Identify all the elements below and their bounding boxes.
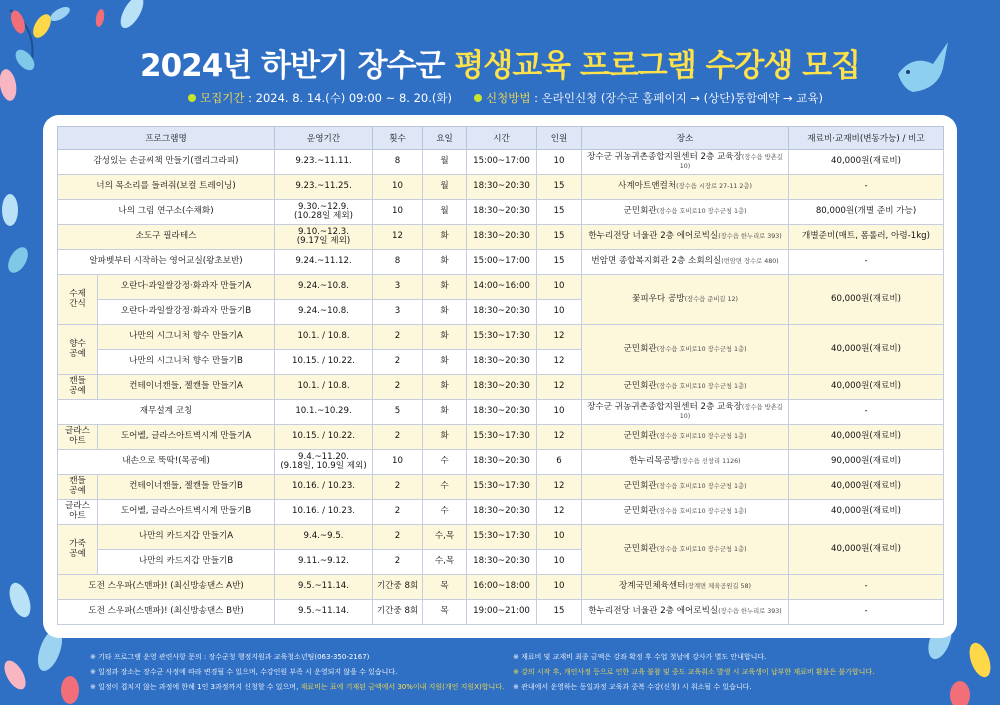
- time-cell: 15:00~17:00: [467, 250, 537, 275]
- people-cell: 12: [537, 325, 582, 350]
- fee-cell: 80,000원(개별 준비 가능): [789, 200, 944, 225]
- people-cell: 10: [537, 550, 582, 575]
- day-cell: 목: [423, 575, 467, 600]
- program-name: 도어벨, 글라스아트벽시계 만들기A: [98, 425, 275, 450]
- period-cell: 9.23.~11.25.: [275, 175, 373, 200]
- note-line-highlight: ※ 강의 시작 후, 개인사정 등으로 인한 교육 불참 및 중도 교육취소 발생 시 교육생이 납부한 재료비 환불은 불가합니다.: [513, 668, 875, 677]
- column-header: 장소: [582, 127, 789, 150]
- count-cell: 2: [373, 425, 423, 450]
- table-row: [58, 450, 944, 475]
- people-cell: 10: [537, 525, 582, 550]
- time-cell: 18:30~20:30: [467, 200, 537, 225]
- period-cell: 9.10.~12.3. (9.17일 제외): [275, 225, 373, 250]
- time-cell: 18:30~20:30: [467, 375, 537, 400]
- table-row: [58, 600, 944, 625]
- place-cell: [582, 275, 789, 325]
- program-name: 컨테이너캔들, 젤캔들 만들기B: [98, 475, 275, 500]
- day-cell: 화: [423, 300, 467, 325]
- place-cell: [582, 200, 789, 225]
- fee-cell: -: [789, 575, 944, 600]
- count-cell: 기간중 8회: [373, 600, 423, 625]
- program-name: 내손으로 뚝딱!(목공예): [58, 450, 275, 475]
- period-cell: 9.24.~10.8.: [275, 300, 373, 325]
- day-cell: 화: [423, 375, 467, 400]
- people-cell: 10: [537, 275, 582, 300]
- day-cell: 수,목: [423, 550, 467, 575]
- fee-cell: 40,000원(재료비): [789, 475, 944, 500]
- day-cell: 월: [423, 150, 467, 175]
- place-name: 장계국민체육센터: [619, 581, 686, 592]
- place-cell: [582, 325, 789, 375]
- place-cell: [582, 400, 789, 425]
- period-cell: 9.4.~9.5.: [275, 525, 373, 550]
- period-cell: 10.1. / 10.8.: [275, 375, 373, 400]
- fee-cell: -: [789, 250, 944, 275]
- place-address: (장수읍 한누리로 393): [718, 233, 782, 241]
- place-address: (장수읍 선창리 1126): [679, 458, 741, 466]
- people-cell: 15: [537, 225, 582, 250]
- category-cell: 캔들 공예: [58, 475, 98, 500]
- fee-cell: 40,000원(재료비): [789, 500, 944, 525]
- people-cell: 15: [537, 600, 582, 625]
- place-cell: [582, 475, 789, 500]
- day-cell: 화: [423, 250, 467, 275]
- period-cell: 9.30.~12.9. (10.28일 제외): [275, 200, 373, 225]
- place-cell: [582, 175, 789, 200]
- place-cell: [582, 600, 789, 625]
- program-name: 감성있는 손글씨책 만들기(캘리그라피): [58, 150, 275, 175]
- time-cell: 18:30~20:30: [467, 550, 537, 575]
- count-cell: 2: [373, 550, 423, 575]
- time-cell: 18:30~20:30: [467, 400, 537, 425]
- place-address: (장수읍 호비로10 장수군청 1층): [656, 508, 747, 516]
- place-name: 번암면 종합복지회관 2층 소회의실: [591, 256, 722, 267]
- table-row: [58, 525, 944, 550]
- place-name: 군민회관: [623, 431, 657, 442]
- place-name: 사계아트앤컬처: [618, 181, 677, 192]
- time-cell: 18:30~20:30: [467, 450, 537, 475]
- apply-method: [474, 90, 823, 106]
- period-cell: 10.16. / 10.23.: [275, 475, 373, 500]
- notes-left: [90, 650, 504, 696]
- fee-cell: 40,000원(재료비): [789, 325, 944, 375]
- count-cell: 2: [373, 375, 423, 400]
- people-cell: 15: [537, 200, 582, 225]
- program-name: 너의 목소리를 들려줘(보컬 트레이닝): [58, 175, 275, 200]
- place-name: 군민회관: [623, 506, 657, 517]
- day-cell: 화: [423, 275, 467, 300]
- fee-cell: 40,000원(재료비): [789, 525, 944, 575]
- table-row: [58, 475, 944, 500]
- program-name: 나만의 카드지갑 만들기B: [98, 550, 275, 575]
- count-cell: 8: [373, 150, 423, 175]
- place-address: (장수읍 방촌길 10): [679, 403, 783, 420]
- place-name: 장수군 귀농귀촌종합지원센터 2층 교육장: [587, 401, 742, 412]
- place-address: (장수읍 호비로10 장수군청 1층): [656, 345, 747, 353]
- time-cell: 15:30~17:30: [467, 425, 537, 450]
- people-cell: 12: [537, 500, 582, 525]
- count-cell: 10: [373, 175, 423, 200]
- place-name: 군민회관: [623, 343, 657, 354]
- table-row: [58, 500, 944, 525]
- place-address: (장수읍 호비로10 장수군청 1층): [656, 208, 747, 216]
- fee-cell: -: [789, 175, 944, 200]
- people-cell: 10: [537, 150, 582, 175]
- count-cell: 10: [373, 450, 423, 475]
- category-cell: 향수 공예: [58, 325, 98, 375]
- table-row: [58, 575, 944, 600]
- period-cell: 9.4.~11.20. (9.18일, 10.9일 제외): [275, 450, 373, 475]
- period-cell: 9.24.~10.8.: [275, 275, 373, 300]
- program-name: 도전 스우파(스맨파)! (최신방송댄스 A반): [58, 575, 275, 600]
- count-cell: 기간중 8회: [373, 575, 423, 600]
- day-cell: 화: [423, 400, 467, 425]
- period-cell: 10.15. / 10.22.: [275, 425, 373, 450]
- time-cell: 15:00~17:00: [467, 150, 537, 175]
- count-cell: 2: [373, 325, 423, 350]
- program-name: 나만의 카드지갑 만들기A: [98, 525, 275, 550]
- place-address: (번암면 장수로 480): [721, 258, 779, 266]
- program-name: 나만의 시그니처 향수 만들기A: [98, 325, 275, 350]
- place-address: (장계면 체육공원길 58): [685, 583, 752, 591]
- fee-cell: 60,000원(재료비): [789, 275, 944, 325]
- period-cell: 9.5.~11.14.: [275, 575, 373, 600]
- time-cell: 18:30~20:30: [467, 300, 537, 325]
- note-text: ※ 일정이 겹치지 않는 과정에 한해 1인 3과정까지 신청할 수 있으며,: [90, 683, 299, 692]
- time-cell: 15:30~17:30: [467, 525, 537, 550]
- people-cell: 10: [537, 300, 582, 325]
- category-cell: 캔들 공예: [58, 375, 98, 400]
- place-address: (장수읍 호비로10 장수군청 1층): [656, 383, 747, 391]
- column-header: 프로그램명: [58, 127, 275, 150]
- table-row: [58, 250, 944, 275]
- day-cell: 수,목: [423, 525, 467, 550]
- place-address: (장수읍 한누리로 393): [718, 608, 782, 616]
- program-name: 나만의 시그니처 향수 만들기B: [98, 350, 275, 375]
- program-name: 알파벳부터 시작하는 영어교실(왕초보반): [58, 250, 275, 275]
- day-cell: 수: [423, 475, 467, 500]
- place-address: (장수읍 준비길 12): [684, 295, 738, 303]
- place-cell: [582, 250, 789, 275]
- program-name: 컨테이너캔들, 젤캔들 만들기A: [98, 375, 275, 400]
- table-row: [58, 175, 944, 200]
- program-name: 오란다·과일쌀강정·화과자 만들기B: [98, 300, 275, 325]
- people-cell: 15: [537, 175, 582, 200]
- column-header: 요일: [423, 127, 467, 150]
- note-line: ※ 일정과 장소는 장수군 사정에 따라 변경될 수 있으며, 수강인원 부족 시 운영되지 않을 수 있습니다.: [90, 668, 398, 677]
- place-name: 군민회관: [623, 206, 657, 217]
- day-cell: 월: [423, 200, 467, 225]
- fee-cell: 40,000원(재료비): [789, 425, 944, 450]
- note-line: ※ 관내에서 운영하는 동일과정 교육과 중복 수강(신청) 시 취소될 수 있습니다.: [513, 683, 752, 692]
- place-address: (장수읍 호비로10 장수군청 1층): [656, 545, 747, 553]
- title-prefix: 2024년 하반기 장수군: [140, 48, 445, 84]
- place-address: (장수읍 시장로 27-11 2층): [676, 183, 752, 191]
- place-cell: [582, 150, 789, 175]
- time-cell: 18:30~20:30: [467, 225, 537, 250]
- time-cell: 15:30~17:30: [467, 475, 537, 500]
- apply-method-value: : 온라인신청 (장수군 홈페이지 → (상단)통합예약 → 교육): [534, 91, 823, 105]
- day-cell: 월: [423, 175, 467, 200]
- column-header: 재료비·교재비(변동가능) / 비고: [789, 127, 944, 150]
- table-row: [58, 225, 944, 250]
- fee-cell: 40,000원(재료비): [789, 375, 944, 400]
- place-cell: [582, 450, 789, 475]
- table-row: [58, 200, 944, 225]
- count-cell: 10: [373, 200, 423, 225]
- day-cell: 화: [423, 350, 467, 375]
- column-header: 횟수: [373, 127, 423, 150]
- program-name: 도어벨, 글라스아트벽시계 만들기B: [98, 500, 275, 525]
- day-cell: 목: [423, 600, 467, 625]
- period-cell: 9.23.~11.11.: [275, 150, 373, 175]
- day-cell: 화: [423, 225, 467, 250]
- period-cell: 10.1. / 10.8.: [275, 325, 373, 350]
- program-name: 도전 스우파(스맨파)! (최신방송댄스 B반): [58, 600, 275, 625]
- category-cell: 글라스 아트: [58, 500, 98, 525]
- count-cell: 3: [373, 275, 423, 300]
- bullet-icon: [188, 94, 196, 102]
- count-cell: 2: [373, 525, 423, 550]
- period-cell: 9.11.~9.12.: [275, 550, 373, 575]
- period-cell: 9.24.~11.12.: [275, 250, 373, 275]
- category-cell: 가죽 공예: [58, 525, 98, 575]
- note-line: ※ 기타 프로그램 운영 관련사항 문의 : 장수군청 행정지원과 교육청소년팀(063-350-2167): [90, 653, 370, 661]
- people-cell: 6: [537, 450, 582, 475]
- period-cell: 9.5.~11.14.: [275, 600, 373, 625]
- table-row: [58, 275, 944, 300]
- category-cell: 글라스 아트: [58, 425, 98, 450]
- fee-cell: 40,000원(재료비): [789, 150, 944, 175]
- people-cell: 12: [537, 350, 582, 375]
- note-line: ※ 재료비 및 교재비 최종 금액은 강좌 확정 후 수업 첫날에 강사가 별도 안내합니다.: [513, 653, 767, 661]
- day-cell: 화: [423, 325, 467, 350]
- people-cell: 12: [537, 475, 582, 500]
- time-cell: 18:30~20:30: [467, 500, 537, 525]
- period-cell: 10.16. / 10.23.: [275, 500, 373, 525]
- place-address: (장수읍 호비로10 장수군청 1층): [656, 483, 747, 491]
- title-highlight: 평생교육 프로그램 수강생 모집: [454, 48, 860, 84]
- place-cell: [582, 425, 789, 450]
- place-name: 꽃피우다 공방: [632, 293, 685, 304]
- fee-cell: 90,000원(재료비): [789, 450, 944, 475]
- count-cell: 3: [373, 300, 423, 325]
- count-cell: 5: [373, 400, 423, 425]
- period-cell: 10.15. / 10.22.: [275, 350, 373, 375]
- people-cell: 15: [537, 250, 582, 275]
- day-cell: 수: [423, 450, 467, 475]
- column-header: 시간: [467, 127, 537, 150]
- recruit-period-value: : 2024. 8. 14.(수) 09:00 ~ 8. 20.(화): [248, 91, 452, 105]
- place-cell: [582, 525, 789, 575]
- apply-method-label: 신청방법: [486, 91, 531, 105]
- time-cell: 15:30~17:30: [467, 325, 537, 350]
- leaf-decoration-left: [0, 190, 40, 310]
- table-row: [58, 425, 944, 450]
- program-table: [57, 126, 944, 625]
- note-highlight: 재료비는 표에 기재된 금액에서 30%이내 지원(개인 지원X)합니다.: [300, 683, 505, 692]
- place-cell: [582, 575, 789, 600]
- fee-cell: 개별준비(매트, 폼롤러, 아령-1kg): [789, 225, 944, 250]
- program-name: 재무설계 코칭: [58, 400, 275, 425]
- time-cell: 18:30~20:30: [467, 350, 537, 375]
- count-cell: 2: [373, 475, 423, 500]
- people-cell: 12: [537, 425, 582, 450]
- place-name: 군민회관: [623, 543, 657, 554]
- recruit-period: [188, 90, 452, 106]
- time-cell: 16:00~18:00: [467, 575, 537, 600]
- people-cell: 12: [537, 375, 582, 400]
- place-cell: [582, 225, 789, 250]
- place-cell: [582, 500, 789, 525]
- program-name: 오란다·과일쌀강정·화과자 만들기A: [98, 275, 275, 300]
- table-header: [58, 127, 944, 150]
- day-cell: 수: [423, 500, 467, 525]
- time-cell: 18:30~20:30: [467, 175, 537, 200]
- category-cell: 수제 간식: [58, 275, 98, 325]
- period-cell: 10.1.~10.29.: [275, 400, 373, 425]
- place-address: (장수읍 방촌길 10): [679, 153, 783, 170]
- people-cell: 10: [537, 575, 582, 600]
- count-cell: 8: [373, 250, 423, 275]
- time-cell: 14:00~16:00: [467, 275, 537, 300]
- place-name: 장수군 귀농귀촌종합지원센터 2층 교육장: [587, 151, 742, 162]
- column-header: 인원: [537, 127, 582, 150]
- place-name: 한누리전당 너울관 2층 에어로빅실: [588, 231, 719, 242]
- day-cell: 화: [423, 425, 467, 450]
- place-name: 군민회관: [623, 381, 657, 392]
- count-cell: 12: [373, 225, 423, 250]
- count-cell: 2: [373, 350, 423, 375]
- table-row: [58, 150, 944, 175]
- place-name: 한누리전당 너울관 2층 에어로빅실: [588, 606, 719, 617]
- people-cell: 10: [537, 400, 582, 425]
- notes-right: [513, 650, 874, 696]
- place-name: 군민회관: [623, 481, 657, 492]
- fee-cell: -: [789, 600, 944, 625]
- page-title: [0, 40, 1000, 85]
- table-row: [58, 400, 944, 425]
- note-line: [90, 680, 504, 695]
- column-header: 운영기간: [275, 127, 373, 150]
- place-name: 한누리목공방: [629, 456, 680, 467]
- count-cell: 2: [373, 500, 423, 525]
- recruit-period-label: 모집기간: [200, 91, 245, 105]
- bullet-icon: [474, 94, 482, 102]
- place-cell: [582, 375, 789, 400]
- table-row: [58, 375, 944, 400]
- program-name: 나의 그림 연구소(수채화): [58, 200, 275, 225]
- place-address: (장수읍 호비로10 장수군청 1층): [656, 433, 747, 441]
- fee-cell: -: [789, 400, 944, 425]
- time-cell: 19:00~21:00: [467, 600, 537, 625]
- program-name: 소도구 필라테스: [58, 225, 275, 250]
- table-row: [58, 325, 944, 350]
